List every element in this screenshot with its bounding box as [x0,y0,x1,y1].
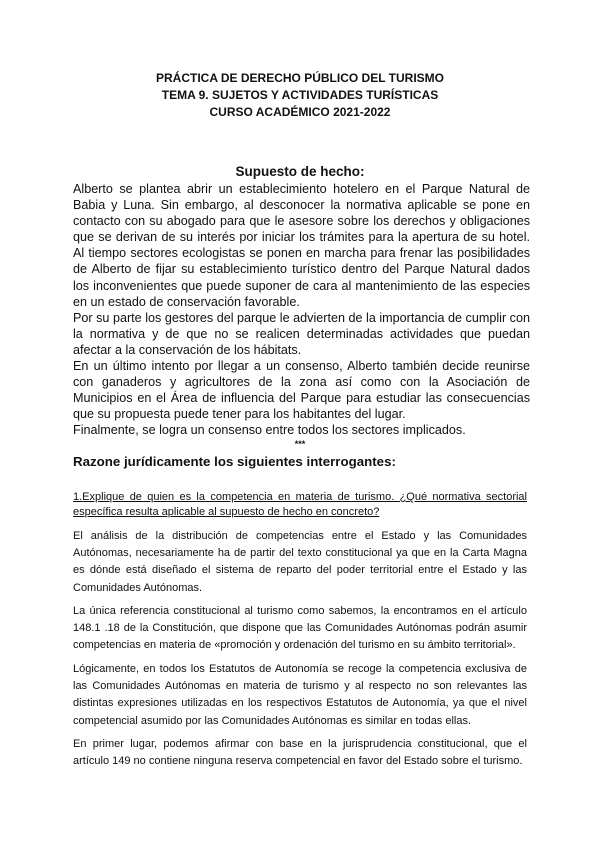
answer-paragraph: La única referencia constitucional al turismo como sabemos, la encontramos en el artículo 148.1 .18 de la Constitución, que dispone que las Comunidades Autónomas podrán asumir competencias en materia de «promoción y ordenación del turismo en su ámbito territorial». [73,605,527,652]
section-separator: *** [294,439,306,449]
facts-paragraph: En un último intento por llegar a un consenso, Alberto también decide reunirse con ganaderos y agricultores de la zona así como con la Asociación de Municipios en el Área de influencia del Parque para estudiar las consecuencias que su propuesta puede tener para los habitantes del lugar. [73,359,530,422]
answer-paragraph: El análisis de la distribución de competencias entre el Estado y las Comunidades Autónomas, necesariamente ha de partir del texto constitucional ya que en la Carta Magna es dónde está diseñado el sistema de reparto del poder territorial entre el Estado y las Comunidades Autónomas. [73,530,527,594]
questions-heading: Razone jurídicamente los siguientes interrogantes: [73,454,396,469]
facts-paragraph: Alberto se plantea abrir un establecimiento hotelero en el Parque Natural de Babia y Luna. Sin embargo, al desconocer la normativa aplicable se pone en contacto con su abogado para que le asesore sobre los derechos y obligaciones que se derivan de su interés por iniciar los trámites para la apertura de su hotel. Al tiempo sectores ecologistas se ponen en marcha para frenar las posibilidades de Alberto de fijar su establecimiento turístico dentro del Parque Natural dados los inconvenientes que puede suponer de cara al mantenimiento de las especies en un estado de conservación favorable. [73,182,530,309]
case-facts [73,181,530,439]
header-title: PRÁCTICA DE DERECHO PÚBLICO DEL TURISMO [155,71,444,85]
facts-paragraph: Finalmente, se logra un consenso entre todos los sectores implicados. [73,423,466,438]
case-title: Supuesto de hecho: [235,164,365,179]
header-course: CURSO ACADÉMICO 2021-2022 [209,105,391,119]
header-topic: TEMA 9. SUJETOS Y ACTIVIDADES TURÍSTICAS [161,88,439,102]
answer-paragraph: En primer lugar, podemos afirmar con base en la jurisprudencia constitucional, que el artículo 149 no contiene ninguna reserva competencial en favor del Estado sobre el turismo. [73,738,527,768]
question-1: 1.Explique de quien es la competencia en materia de turismo. ¿Qué normativa sectorial específica resulta aplicable al supuesto de hecho en concreto? [73,491,527,518]
answer-paragraph: Lógicamente, en todos los Estatutos de Autonomía se recoge la competencia exclusiva de las Comunidades Autónomas en materia de turismo y al respecto no son relevantes las distintas expresiones utilizadas en los respectivos Estatutos de Autonomía, ya que el nivel competencial asumido por las Comunidades Autónomas es similar en todas ellas. [73,663,527,727]
facts-paragraph: Por su parte los gestores del parque le advierten de la importancia de cumplir con la normativa y de que no se realicen determinadas actividades que puedan afectar a la conservación de los hábitats. [73,310,530,357]
document-header [0,70,600,121]
